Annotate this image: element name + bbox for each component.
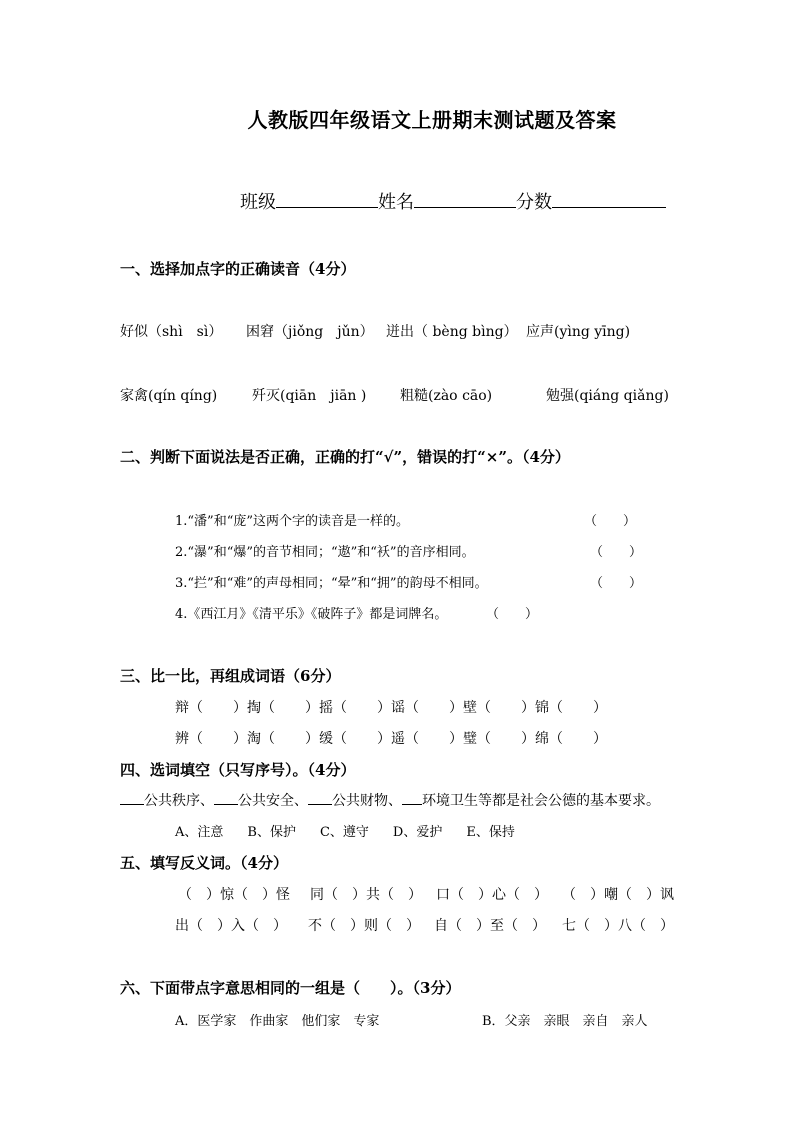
section2-heading: 二、判断下面说法是否正确，正确的打“√”，错误的打“×”。（4分） [120,448,570,466]
choice-option-b: B．父亲 亲眼 亲自 亲人 [482,1014,648,1029]
compare-cell: ）缓（ [305,731,347,747]
option: D、爱护 [392,825,443,840]
compare-cell: ）掏（ [233,700,275,716]
answer-paren: （ ） [590,545,643,560]
options-row [175,821,515,840]
antonym-item: 口（ ）心（ ） [436,887,548,903]
answer-paren: （ ） [486,607,539,622]
score-label: 分数 [516,192,552,213]
name-blank [414,189,516,208]
antonym-item: 出（ ）入（ ） [175,918,287,934]
sentence-part: 公共秩序、 [144,793,214,809]
section6-heading: 六、下面带点字意思相同的一组是（ ）。（3分） [120,979,461,997]
word-compare-row [175,728,607,748]
sentence-part: 公共安全、 [238,793,308,809]
class-blank [276,189,378,208]
class-label: 班级 [240,192,276,213]
antonym-item: 不（ ）则（ ） [308,918,420,934]
compare-cell: ） [593,731,607,747]
option: C、遵守 [319,825,369,840]
word-compare-row [175,697,607,717]
student-info-line [240,188,666,214]
section3-heading: 三、比一比，再组成词语（6分） [120,667,341,685]
pinyin-item: 歼灭(qiān jiān ) [252,388,367,404]
pinyin-item: 家禽(qín qíng) [120,388,218,404]
compare-cell: ）摇（ [305,700,347,716]
answer-paren: （ ） [584,514,637,529]
choice-option-a: A．医学家 作曲家 他们家 专家 [175,1014,380,1029]
judgement-item: 4.《西江月》《清平乐》《破阵子》都是词牌名。 [175,607,448,622]
fill-sentence [120,790,660,810]
answer-blank [308,790,332,805]
judgement-item: 2.“瀑”和“爆”的音节相同；“遨”和“袄”的音序相同。 [175,545,475,560]
option: A、注意 [175,825,224,840]
option: B、保护 [247,825,296,840]
section4-heading: 四、选词填空（只写序号）。（4分） [120,761,356,779]
pinyin-item: 勉强(qiáng qiǎng) [546,388,669,404]
section5-heading: 五、填写反义词。（4分） [120,854,288,872]
score-blank [552,189,666,208]
compare-cell: ）遥（ [377,731,419,747]
name-label: 姓名 [378,192,414,213]
pinyin-item: 好似（shì sì） [120,324,223,340]
compare-cell: ）锦（ [521,700,563,716]
compare-cell: ） [593,700,607,716]
page-title: 人教版四年级语文上册期末测试题及答案 [247,108,617,132]
option: E、保持 [466,825,515,840]
judgement-item: 3.“拦”和“难”的声母相同；“晕”和“拥”的韵母不相同。 [175,576,488,591]
antonym-item: （ ）惊（ ）怪 [178,887,290,903]
pinyin-item: 迸出（ bèng bìng） [386,324,518,340]
antonym-item: 七（ ）八（ ） [562,918,674,934]
answer-blank [214,790,238,805]
compare-cell: ）璧（ [449,731,491,747]
antonym-item: 自（ ）至（ ） [434,918,546,934]
answer-blank [120,790,144,805]
compare-cell: ）绵（ [521,731,563,747]
pinyin-item: 粗糙(zào cāo) [400,388,493,404]
compare-cell: ）壁（ [449,700,491,716]
answer-paren: （ ） [590,576,643,591]
compare-cell: ）谣（ [377,700,419,716]
pinyin-item: 应声(yìng yīng) [526,324,631,340]
compare-cell: ）淘（ [233,731,275,747]
sentence-part: 公共财物、 [332,793,402,809]
compare-cell: 辨（ [175,731,203,747]
antonym-item: 同（ ）共（ ） [310,887,422,903]
pinyin-item: 困窘（jiǒng jǔn） [246,324,374,340]
sentence-part: 环境卫生等都是社会公德的基本要求。 [422,793,660,809]
compare-cell: 辩（ [175,700,203,716]
antonym-item: （ ）嘲（ ）讽 [562,887,674,903]
answer-blank [402,790,422,805]
judgement-item: 1.“潘”和“庞”这两个字的读音是一样的。 [175,514,409,529]
section1-heading: 一、选择加点字的正确读音（4分） [120,260,356,278]
